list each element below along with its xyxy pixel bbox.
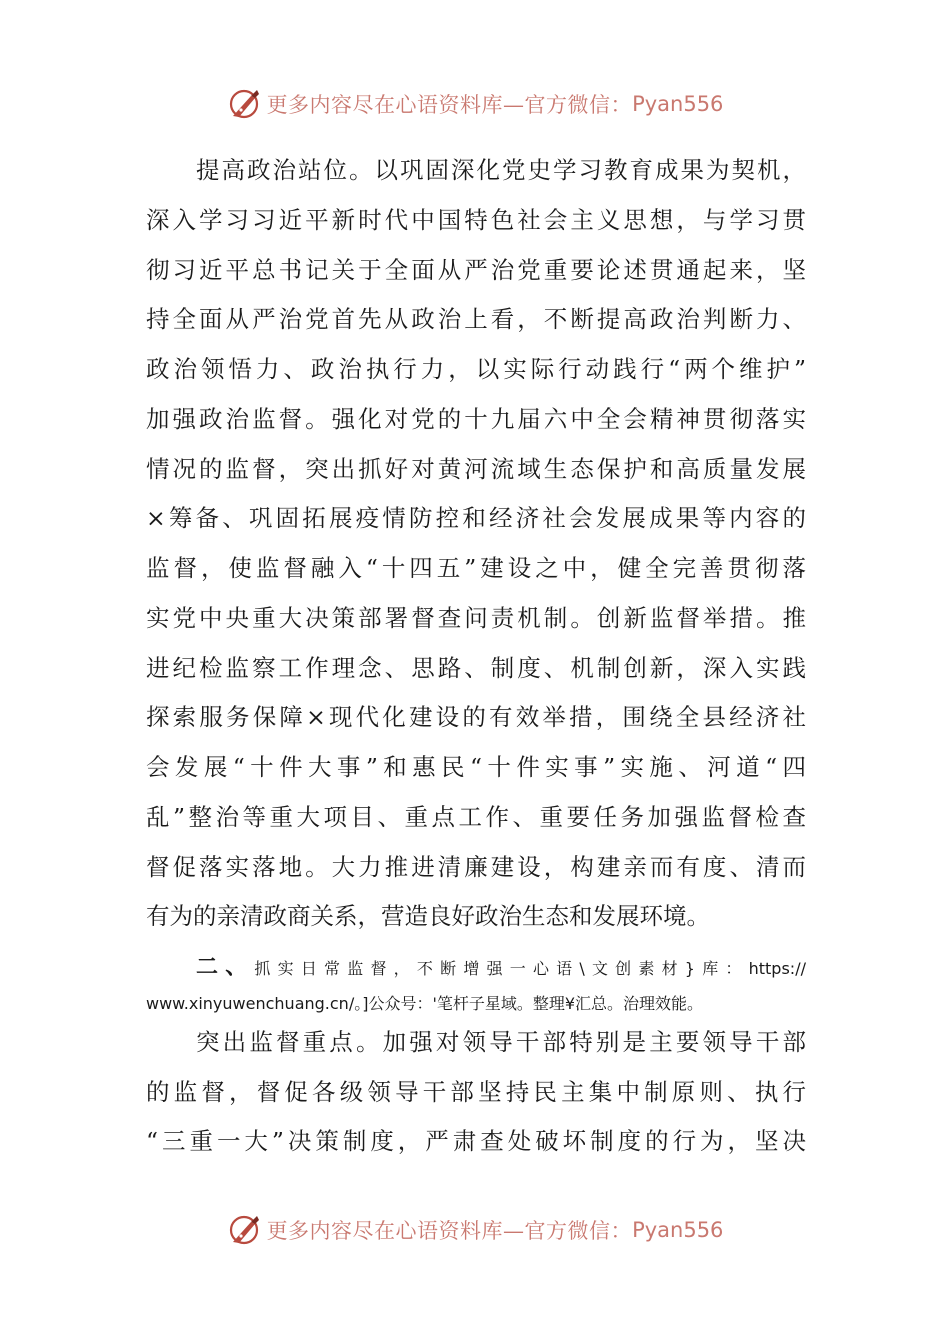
paragraph-2-line: “三重一大”决策制度，严肃查处破坏制度的行为，坚决 — [146, 1127, 806, 1155]
paragraph-1-line: 彻习近平总书记关于全面从严治党重要论述贯通起来，坚 — [146, 256, 806, 284]
banner-wechat-id: Pyan556 — [632, 1218, 724, 1242]
banner-text: 更多内容尽在心语资料库—官方微信： — [266, 93, 633, 117]
paragraph-1-line: 督促落实落地。大力推进清廉建设，构建亲而有度、清而 — [146, 853, 806, 881]
footer-banner — [0, 1210, 950, 1250]
paragraph-1-line: 进纪检监察工作理念、思路、制度、机制创新，深入实践 — [146, 654, 806, 682]
paragraph-1-line: 情况的监督，突出抓好对黄河流域生态保护和高质量发展 — [146, 455, 806, 483]
paragraph-1-line: 政治领悟力、政治执行力，以实际行动践行“两个维护” — [146, 355, 806, 383]
section-number: 二、 — [196, 957, 255, 980]
paragraph-1-line: 有为的亲清政商关系，营造良好政治生态和发展环境。 — [146, 902, 710, 930]
paragraph-1-line: 持全面从严治党首先从政治上看，不断提高政治判断力、 — [146, 305, 806, 333]
banner-text: 更多内容尽在心语资料库—官方微信： — [266, 1219, 633, 1243]
paragraph-1-line: 提高政治站位。以巩固深化党史学习教育成果为契机， — [196, 156, 806, 184]
paragraph-1-line: 监督，使监督融入“十四五”建设之中，健全完善贯彻落 — [146, 554, 806, 582]
section-heading-line-1 — [196, 957, 806, 980]
section-heading-text: 抓实日常监督，不断增强一心语\文创素材}库：https:// — [254, 959, 806, 978]
paragraph-1-line: 加强政治监督。强化对党的十九届六中全会精神贯彻落实 — [146, 405, 806, 433]
paragraph-1-line: 探索服务保障×现代化建设的有效举措，围绕全县经济社 — [146, 703, 806, 731]
paragraph-1-line: 实党中央重大决策部署督查问责机制。创新监督举措。推 — [146, 604, 806, 632]
pen-nib-icon — [227, 1212, 263, 1248]
paragraph-2-line: 突出监督重点。加强对领导干部特别是主要领导干部 — [196, 1028, 806, 1056]
paragraph-1-line: 乱”整治等重大项目、重点工作、重要任务加强监督检查 — [146, 803, 806, 831]
paragraph-2-line: 的监督，督促各级领导干部坚持民主集中制原则、执行 — [146, 1078, 806, 1106]
paragraph-1-line: 深入学习习近平新时代中国特色社会主义思想，与学习贯 — [146, 206, 806, 234]
paragraph-1-line: 会发展“十件大事”和惠民“十件实事”实施、河道“四 — [146, 753, 806, 781]
section-heading-line-2: www.xinyuwenchuang.cn/。]公众号：'笔杆子星域。整理¥汇总。治理效能。 — [146, 994, 704, 1013]
banner-wechat-id: Pyan556 — [632, 92, 724, 116]
paragraph-1-line: ×筹备、巩固拓展疫情防控和经济社会发展成果等内容的 — [146, 504, 806, 532]
